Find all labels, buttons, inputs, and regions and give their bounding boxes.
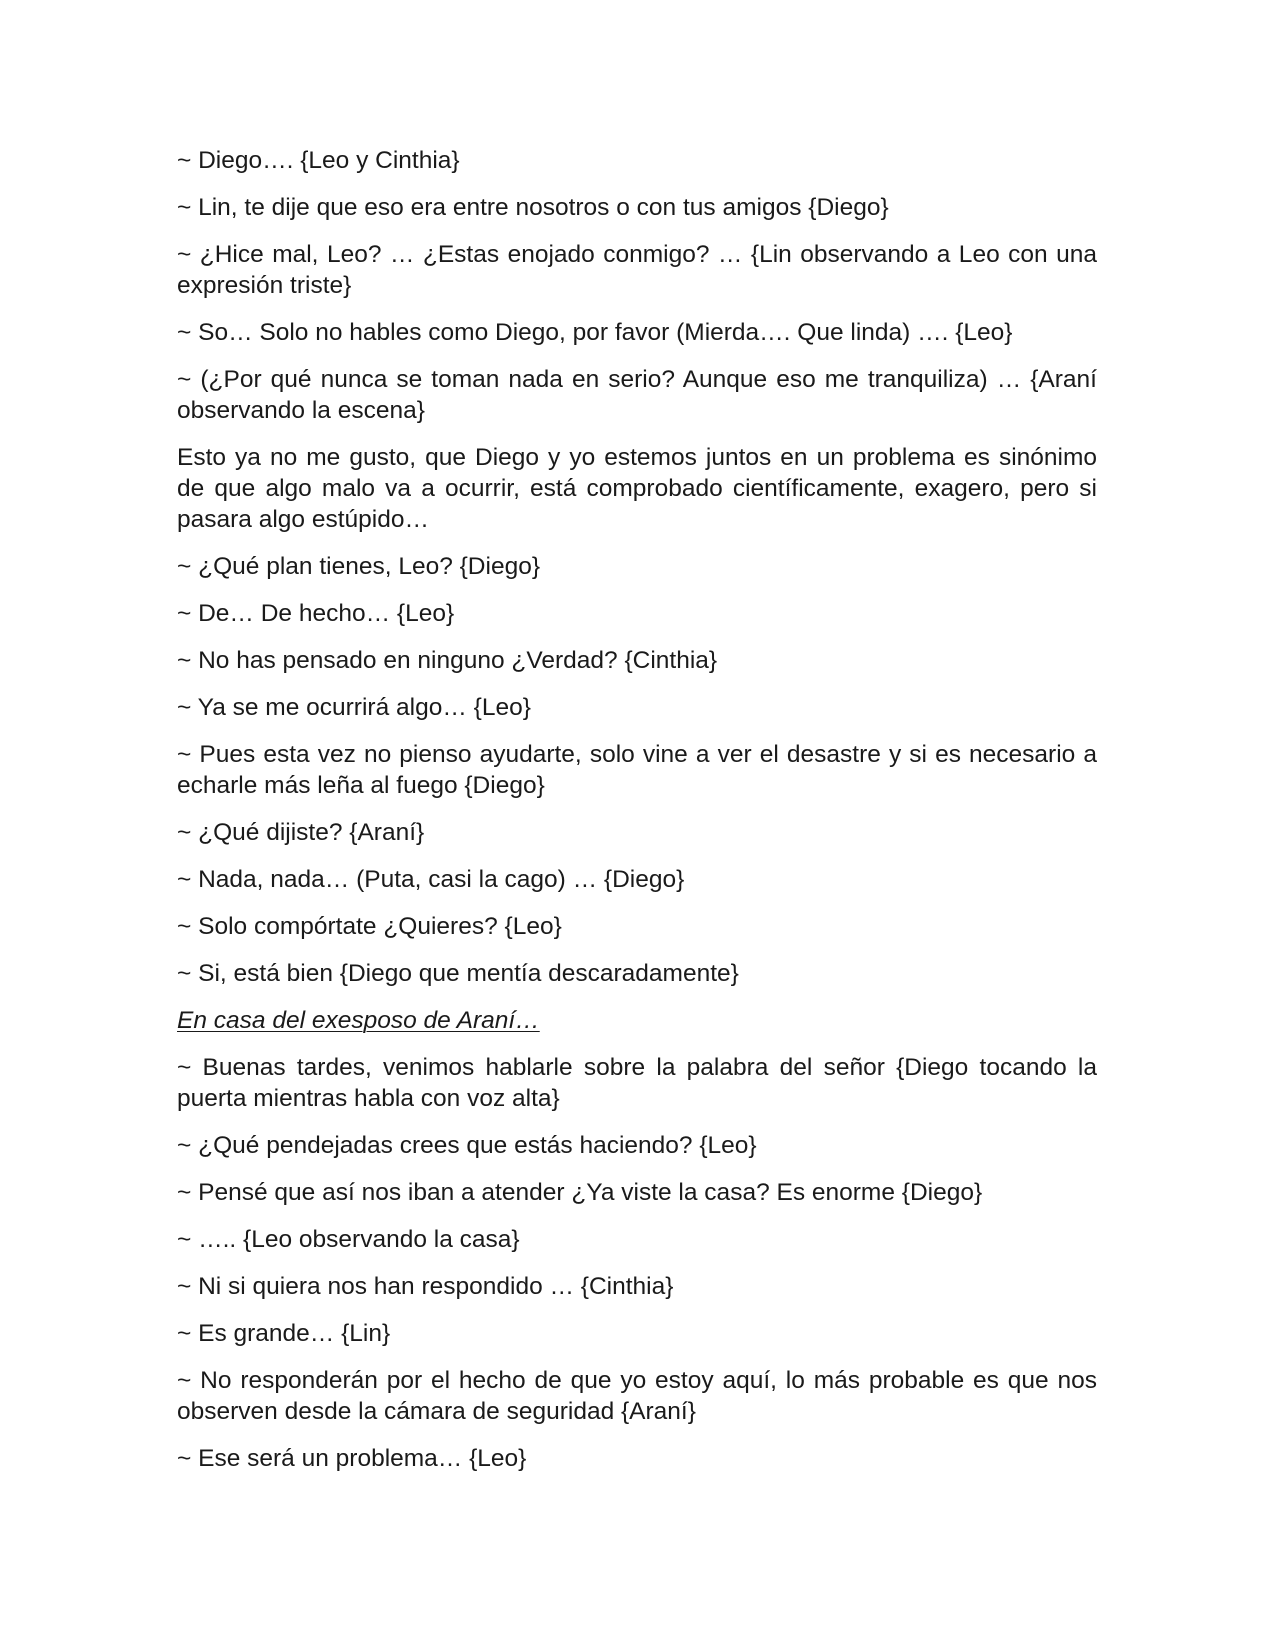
dialogue-line: ~ No responderán por el hecho de que yo estoy aquí, lo más probable es que nos observen desde la cámara de seguridad {Araní} bbox=[177, 1367, 1097, 1425]
dialogue-line: ~ So… Solo no hables como Diego, por favor (Mierda…. Que linda) …. {Leo} bbox=[177, 319, 1013, 346]
dialogue-line: ~ Solo compórtate ¿Quieres? {Leo} bbox=[177, 913, 562, 940]
dialogue-line: ~ ¿Qué dijiste? {Araní} bbox=[177, 819, 425, 846]
dialogue-line: ~ Pensé que así nos iban a atender ¿Ya viste la casa? Es enorme {Diego} bbox=[177, 1179, 983, 1206]
dialogue-line: ~ ¿Qué plan tienes, Leo? {Diego} bbox=[177, 553, 541, 580]
dialogue-line: ~ (¿Por qué nunca se toman nada en serio? Aunque eso me tranquiliza) … {Araní observando la escena} bbox=[177, 366, 1097, 424]
dialogue-line: ~ De… De hecho… {Leo} bbox=[177, 600, 455, 627]
dialogue-line: ~ Ni si quiera nos han respondido … {Cinthia} bbox=[177, 1273, 674, 1300]
dialogue-line: ~ Es grande… {Lin} bbox=[177, 1320, 391, 1347]
dialogue-line: ~ Diego…. {Leo y Cinthia} bbox=[177, 147, 460, 174]
narration-paragraph: Esto ya no me gusto, que Diego y yo estemos juntos en un problema es sinónimo de que algo malo va a ocurrir, está comprobado científicamente, exagero, pero si pasara algo estúpido… bbox=[177, 444, 1097, 533]
dialogue-line: ~ No has pensado en ninguno ¿Verdad? {Cinthia} bbox=[177, 647, 718, 674]
dialogue-line: ~ Lin, te dije que eso era entre nosotros o con tus amigos {Diego} bbox=[177, 194, 889, 221]
dialogue-line: ~ ….. {Leo observando la casa} bbox=[177, 1226, 520, 1253]
dialogue-line: ~ Nada, nada… (Puta, casi la cago) … {Diego} bbox=[177, 866, 685, 893]
dialogue-line: ~ Ya se me ocurrirá algo… {Leo} bbox=[177, 694, 531, 721]
document-page bbox=[177, 145, 1097, 1490]
dialogue-line: ~ Si, está bien {Diego que mentía descaradamente} bbox=[177, 960, 739, 987]
dialogue-line: ~ Ese será un problema… {Leo} bbox=[177, 1445, 527, 1472]
dialogue-line: ~ Pues esta vez no pienso ayudarte, solo vine a ver el desastre y si es necesario a echarle más leña al fuego {Diego} bbox=[177, 741, 1097, 799]
dialogue-line: ~ ¿Hice mal, Leo? … ¿Estas enojado conmigo? … {Lin observando a Leo con una expresión triste} bbox=[177, 241, 1097, 299]
scene-heading: En casa del exesposo de Araní… bbox=[177, 1007, 540, 1034]
dialogue-line: ~ Buenas tardes, venimos hablarle sobre la palabra del señor {Diego tocando la puerta mientras habla con voz alta} bbox=[177, 1054, 1097, 1112]
dialogue-line: ~ ¿Qué pendejadas crees que estás haciendo? {Leo} bbox=[177, 1132, 757, 1159]
